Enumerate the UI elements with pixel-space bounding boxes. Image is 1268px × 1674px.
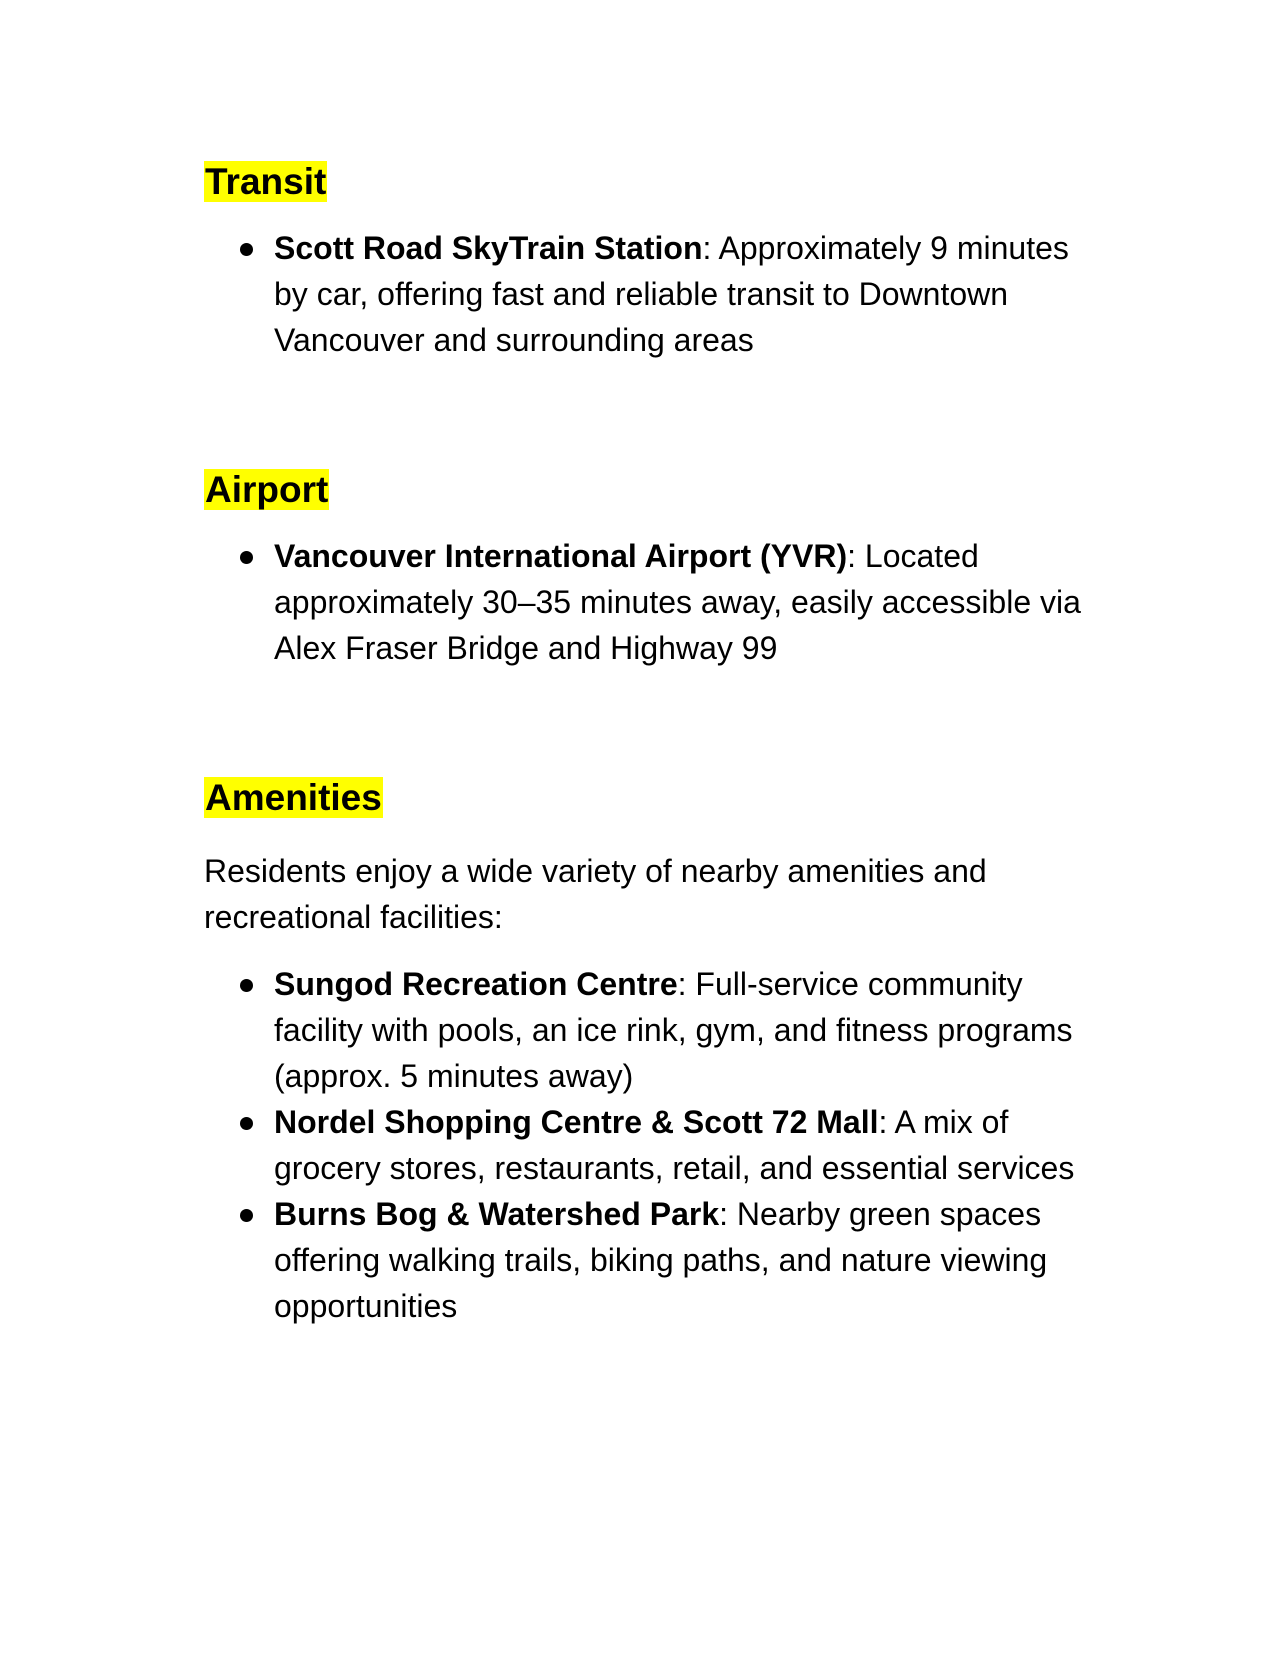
amenities-list (204, 961, 1104, 1329)
list-item (204, 1099, 1104, 1191)
bullet-icon (240, 1117, 253, 1130)
bullet-icon (240, 551, 253, 564)
bullet-icon (240, 979, 253, 992)
item-separator: : (719, 1196, 729, 1232)
item-description: Nearby green spaces offering walking trails, biking paths, and nature viewing opportunities (274, 1196, 1048, 1324)
item-title: Vancouver International Airport (YVR) (274, 538, 848, 574)
bullet-icon (240, 1209, 253, 1222)
airport-list (204, 533, 1104, 671)
bullet-icon (240, 243, 253, 256)
transit-list (204, 225, 1104, 363)
list-item (204, 225, 1104, 363)
amenities-intro: Residents enjoy a wide variety of nearby amenities and recreational facilities: (204, 853, 987, 935)
heading-airport-text: Airport (205, 469, 329, 510)
heading-airport (204, 467, 329, 513)
item-title: Nordel Shopping Centre & Scott 72 Mall (274, 1104, 879, 1140)
list-item (204, 1191, 1104, 1329)
item-title: Scott Road SkyTrain Station (274, 230, 703, 266)
item-separator: : (677, 966, 687, 1002)
heading-amenities-text: Amenities (205, 777, 382, 818)
item-description: Located approximately 30–35 minutes away, easily accessible via Alex Fraser Bridge and Highway 99 (274, 538, 1081, 666)
item-description: A mix of grocery stores, restaurants, retail, and essential services (274, 1104, 1075, 1186)
item-description: Approximately 9 minutes by car, offering fast and reliable transit to Downtown Vancouver and surrounding areas (274, 230, 1069, 358)
heading-transit-text: Transit (205, 161, 327, 202)
item-separator: : (702, 230, 712, 266)
heading-transit (204, 159, 327, 205)
item-title: Sungod Recreation Centre (274, 966, 678, 1002)
heading-amenities (204, 775, 383, 821)
item-separator: : (878, 1104, 888, 1140)
list-item (204, 533, 1104, 671)
item-title: Burns Bog & Watershed Park (274, 1196, 720, 1232)
item-separator: : (847, 538, 857, 574)
item-description: Full-service community facility with pools, an ice rink, gym, and fitness programs (approx. 5 minutes away) (274, 966, 1073, 1094)
list-item (204, 961, 1104, 1099)
